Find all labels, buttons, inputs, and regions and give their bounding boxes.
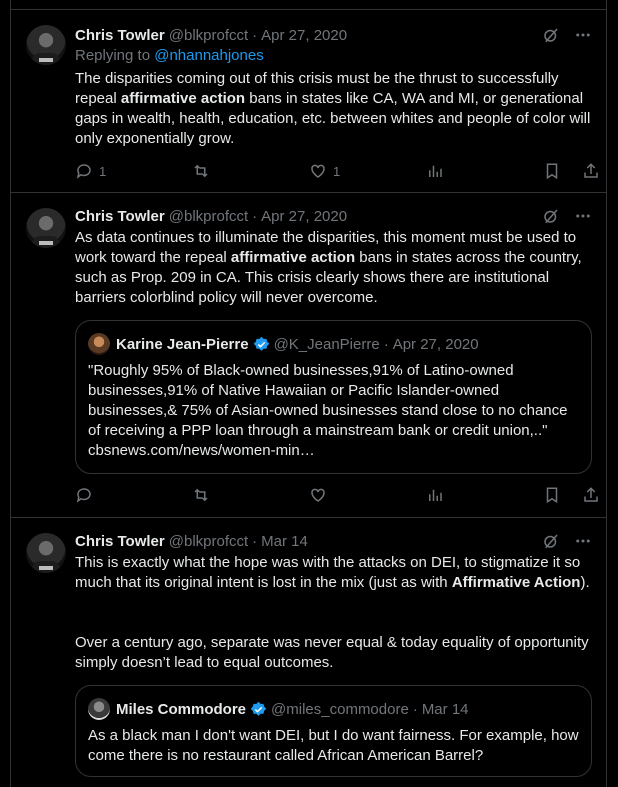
- more-icon[interactable]: [574, 532, 592, 550]
- like-icon: [309, 162, 327, 180]
- highlighted-keyword: affirmative action: [230, 249, 356, 266]
- tweet-2[interactable]: [11, 193, 606, 518]
- share-button[interactable]: [582, 486, 600, 504]
- verified-badge-icon: [253, 336, 270, 353]
- avatar[interactable]: [26, 533, 66, 573]
- tweet-3[interactable]: [11, 518, 606, 787]
- like-button[interactable]: [309, 486, 327, 504]
- verified-badge-icon: [250, 701, 267, 718]
- bookmark-icon: [543, 162, 561, 180]
- like-button[interactable]: [309, 162, 340, 180]
- quote-avatar: [88, 698, 110, 720]
- replying-handle-link[interactable]: @nhannahjones: [154, 47, 264, 64]
- bookmark-button[interactable]: [543, 486, 561, 504]
- views-button[interactable]: [426, 162, 444, 180]
- tweet-text-part: bans in states like CA, WA and MI, or generational gaps in wealth, health, education, etc. between whites and people of color will only exponentially grow.: [75, 90, 595, 147]
- quoted-tweet[interactable]: [75, 685, 592, 777]
- separator-dot: ·: [252, 532, 258, 550]
- grok-icon[interactable]: [542, 532, 560, 550]
- tweet-text-part: bans in states across the country, such as Prop. 209 in CA. This crisis clearly shows there are institutional barriers colorblind policy will never overcome.: [75, 249, 586, 306]
- bookmark-button[interactable]: [543, 162, 561, 180]
- share-icon: [582, 486, 600, 504]
- views-button[interactable]: [426, 486, 444, 504]
- views-icon: [426, 162, 444, 180]
- tweet-text: [75, 69, 595, 149]
- reply-icon: [75, 162, 93, 180]
- more-icon[interactable]: [574, 26, 592, 44]
- quote-header: [116, 698, 469, 720]
- quote-handle: @K_JeanPierre: [273, 335, 380, 353]
- retweet-button[interactable]: [192, 486, 210, 504]
- tweet-date[interactable]: Apr 27, 2020: [261, 26, 348, 44]
- author-name[interactable]: Chris Towler: [75, 207, 165, 225]
- replying-label: Replying to: [75, 47, 155, 64]
- tweet-text-paragraph-2: Over a century ago, separate was never equal & today equality of opportunity simply doesn’t lead to equal outcomes.: [75, 634, 593, 671]
- grok-icon[interactable]: [542, 207, 560, 225]
- author-handle[interactable]: @blkprofcct: [168, 532, 249, 550]
- highlighted-keyword: affirmative action: [120, 90, 246, 107]
- grok-icon[interactable]: [542, 26, 560, 44]
- quote-date: Mar 14: [421, 700, 469, 718]
- retweet-button[interactable]: [192, 162, 210, 180]
- reply-button[interactable]: [75, 162, 106, 180]
- author-handle[interactable]: @blkprofcct: [168, 26, 249, 44]
- avatar[interactable]: [26, 208, 66, 248]
- author-name[interactable]: Chris Towler: [75, 532, 165, 550]
- separator-dot: ·: [412, 700, 418, 718]
- quote-text: "Roughly 95% of Black-owned businesses,91% of Latino-owned businesses,91% of Native Hawaiian or Pacific Islander-owned businesses,& 75% of Asian-owned businesses stand close to no chance of receiving a PPP loan through a mainstream bank or credit union,.." cbsnews.com/news/women-min…: [88, 362, 568, 459]
- quote-header: [116, 333, 479, 355]
- tweet-actions: [75, 162, 600, 182]
- tweet-text-part: ).: [580, 574, 590, 591]
- like-count: 1: [333, 163, 341, 179]
- tweet-text-part: As data continues to illuminate the disparities, this moment must be used to work toward the repeal: [75, 229, 581, 266]
- tweet-text: [75, 228, 595, 308]
- more-icon[interactable]: [574, 207, 592, 225]
- views-icon: [426, 486, 444, 504]
- tweet-top-right: [542, 26, 592, 44]
- author-handle[interactable]: @blkprofcct: [168, 207, 249, 225]
- tweet-header: [75, 531, 308, 551]
- highlighted-keyword: Affirmative Action: [451, 574, 581, 591]
- tweet-text-part: The disparities coming out of this crisis must be the thrust to successfully repeal: [75, 70, 563, 107]
- quote-author-name: Miles Commodore: [116, 700, 247, 718]
- quote-handle: @miles_commodore: [271, 700, 409, 718]
- avatar[interactable]: [26, 25, 66, 65]
- tweet-top-right: [542, 532, 592, 550]
- tweet-date[interactable]: Apr 27, 2020: [261, 207, 348, 225]
- tweet-actions: [75, 486, 600, 506]
- reply-count: 1: [99, 163, 107, 179]
- tweet-text: [75, 553, 595, 593]
- tweet-header: [75, 25, 347, 45]
- quote-text: As a black man I don't want DEI, but I do want fairness. For example, how come there is no restaurant called African American Barrel?: [88, 727, 579, 764]
- quote-author-name: Karine Jean-Pierre: [116, 335, 249, 353]
- separator-dot: ·: [252, 207, 258, 225]
- reply-button[interactable]: [75, 486, 93, 504]
- like-icon: [309, 486, 327, 504]
- share-button[interactable]: [582, 162, 600, 180]
- author-name[interactable]: Chris Towler: [75, 26, 165, 44]
- reply-icon: [75, 486, 93, 504]
- separator-dot: ·: [383, 335, 389, 353]
- quote-date: Apr 27, 2020: [392, 335, 479, 353]
- bookmark-icon: [543, 486, 561, 504]
- tweet-1[interactable]: [11, 10, 606, 193]
- replying-to: [75, 47, 264, 64]
- share-icon: [582, 162, 600, 180]
- quote-avatar: [88, 333, 110, 355]
- tweet-header: [75, 206, 347, 226]
- retweet-icon: [192, 486, 210, 504]
- tweet-date[interactable]: Mar 14: [261, 532, 308, 550]
- tweet-text-part: This is exactly what the hope was with the attacks on DEI, to stigmatize it so much that its original intent is lost in the mix (just as with: [75, 554, 585, 591]
- retweet-icon: [192, 162, 210, 180]
- timeline-column: [10, 0, 607, 787]
- quoted-tweet[interactable]: [75, 320, 592, 474]
- tweet-top-right: [542, 207, 592, 225]
- separator-dot: ·: [252, 26, 258, 44]
